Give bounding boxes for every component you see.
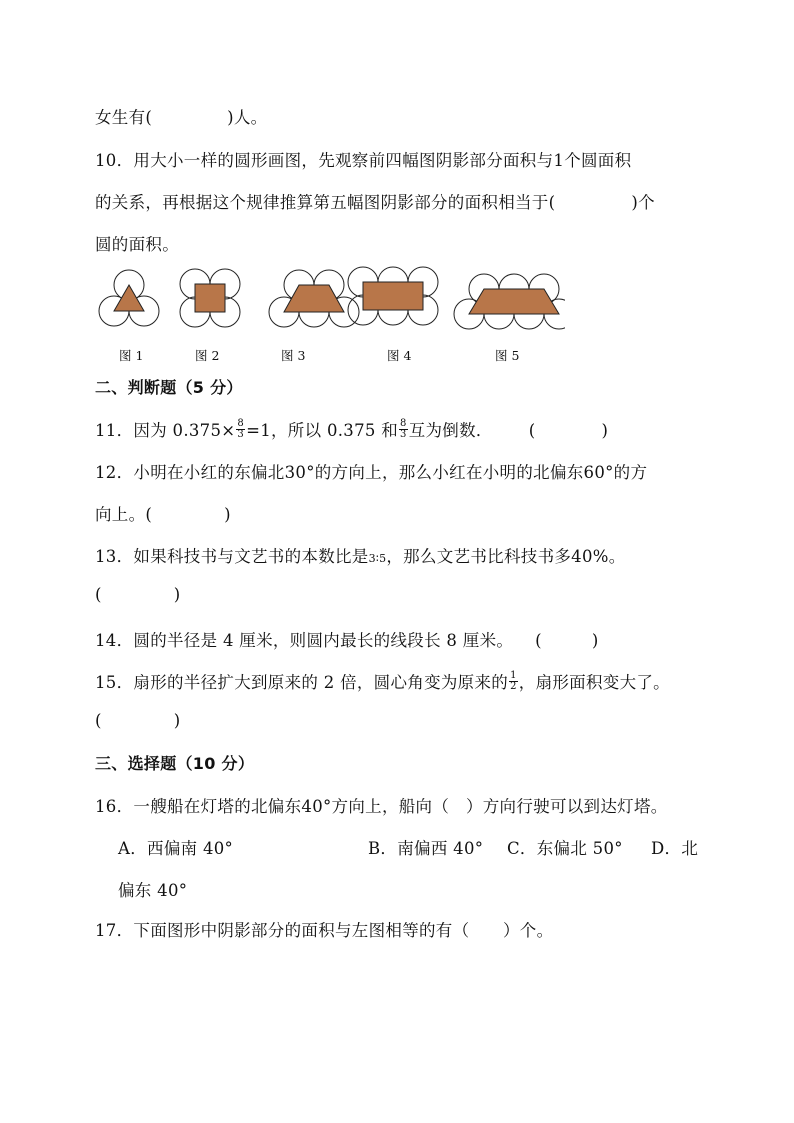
figure-2-label: 图 2 — [195, 348, 220, 363]
figure-4-label: 图 4 — [387, 348, 412, 363]
fraction-1-2: $\frac{1}{2}$ — [510, 670, 517, 692]
question-10-line-2: 的关系，再根据这个规律推算第五幅图阴影部分的面积相当于( )个 — [95, 193, 655, 212]
text-line-1: 女生有( )人。 — [95, 108, 268, 127]
question-13-line-2: ( ) — [95, 585, 181, 604]
figure-5 — [454, 274, 565, 329]
figure-1 — [99, 270, 159, 326]
question-15-line-2: ( ) — [95, 711, 181, 730]
question-16: 16．一艘船在灯塔的北偏东40°方向上，船向（ ）方向行驶可以到达灯塔。 — [95, 797, 668, 816]
fraction-8-3-second: $\frac{8}{3}$ — [400, 418, 407, 440]
question-14: 14．圆的半径是 4 厘米，则圆内最长的线段长 8 厘米。 ( ) — [95, 631, 599, 650]
figure-5-label: 图 5 — [495, 348, 520, 363]
question-11: 11．因为 0.375× $\frac{8}{3}$ =1，所以 0.375 和 $\frac{8}{3}$ 互为倒数． ( ) — [95, 418, 609, 440]
fraction-8-3: $\frac{8}{3}$ — [237, 418, 245, 440]
question-12-line-2: 向上。( ) — [95, 505, 231, 524]
figure-2 — [180, 269, 240, 327]
figure-3-label: 图 3 — [281, 348, 306, 363]
question-10-line-3: 圆的面积。 — [95, 235, 179, 254]
question-16-option-d: D．北 — [651, 839, 699, 858]
question-13-line-1: 13．如果科技书与文艺书的本数比是3∶5，那么文艺书比科技书多40%。 — [95, 547, 626, 566]
question-10-line-1: 10．用大小一样的圆形画图，先观察前四幅图阴影部分面积与1个圆面积 — [95, 151, 632, 170]
question-16-option-d-continued: 偏东 40° — [118, 881, 188, 900]
question-15-line-1: 15．扇形的半径扩大到原来的 2 倍，圆心角变为原来的 $\frac{1}{2}$ ，扇形面积变大了。 — [95, 670, 670, 692]
question-16-option-c: C．东偏北 50° — [507, 839, 623, 858]
circle-figures — [95, 264, 565, 334]
section-2-heading: 二、判断题（5 分） — [95, 378, 243, 397]
question-12-line-1: 12．小明在小红的东偏北30°的方向上，那么小红在小明的北偏东60°的方 — [95, 463, 648, 482]
figure-3 — [269, 270, 359, 327]
figure-4 — [348, 267, 438, 325]
figure-1-label: 图 1 — [119, 348, 144, 363]
section-3-heading: 三、选择题（10 分） — [95, 754, 255, 773]
question-16-option-a: A．西偏南 40° — [118, 839, 234, 858]
question-16-option-b: B．南偏西 40° — [368, 839, 484, 858]
question-17: 17．下面图形中阴影部分的面积与左图相等的有（ ）个。 — [95, 921, 554, 940]
